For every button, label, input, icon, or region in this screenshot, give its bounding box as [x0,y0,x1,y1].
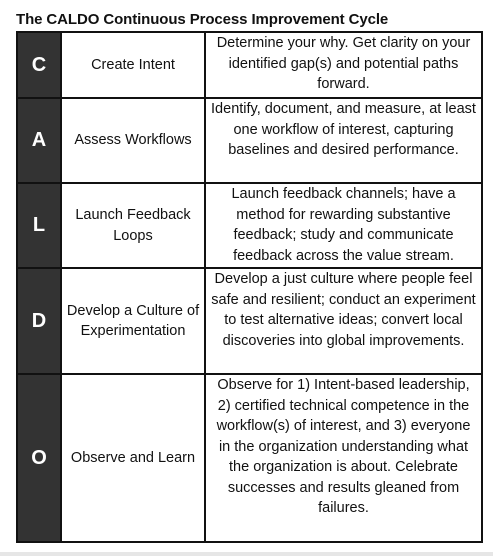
row-description [205,268,482,374]
row-label: Develop a Culture of Experimentation [61,268,205,374]
row-description [205,98,482,183]
row-letter: D [17,268,61,374]
table-row [17,374,482,542]
table-row [17,32,482,98]
row-description [205,183,482,268]
row-label: Assess Workflows [61,98,205,183]
row-letter: L [17,183,61,268]
bottom-divider [0,552,493,556]
row-letter: C [17,32,61,98]
row-letter: A [17,98,61,183]
caldo-table [16,31,483,543]
page-title: The CALDO Continuous Process Improvement Cycle [16,11,389,28]
row-label: Create Intent [61,32,205,98]
table-row [17,183,482,268]
row-description [205,32,482,98]
row-description-text: Observe for 1) Intent-based leadership, 2) certified technical competence in the workflow(s) of interest, and 3) everyone in the organization understanding what the organization is about. Celebrate successes and results gleaned from failures. [216,377,471,516]
row-label: Observe and Learn [61,374,205,542]
row-description-text: Identify, document, and measure, at least one workflow of interest, capturing baselines and desired performance. [211,101,476,158]
row-description-text: Launch feedback channels; have a method for rewarding substantive feedback; study and communicate feedback across the value stream. [231,186,456,264]
row-description [205,374,482,542]
row-description-text: Determine your why. Get clarity on your identified gap(s) and potential paths forward. [216,35,471,92]
table-row [17,98,482,183]
row-letter: O [17,374,61,542]
table-row [17,268,482,374]
row-description-text: Develop a just culture where people feel safe and resilient; conduct an experiment to test alternative ideas; convert local discoveries into global improvements. [211,271,476,349]
row-label: Launch Feedback Loops [61,183,205,268]
